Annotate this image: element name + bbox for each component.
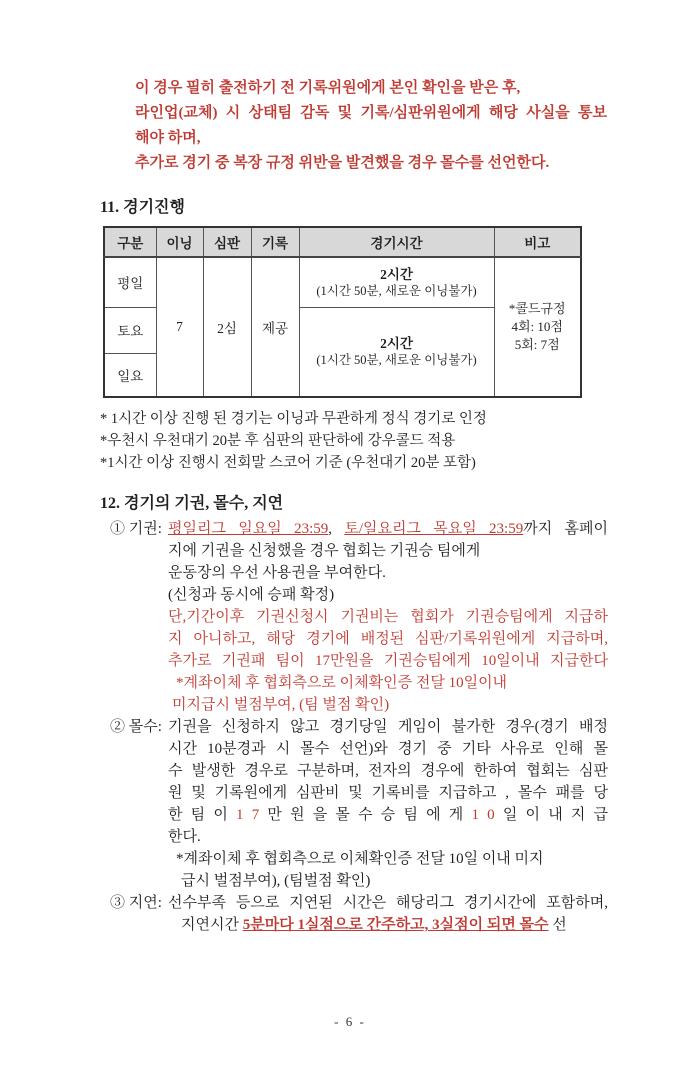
- item-head: [110, 892, 168, 936]
- delay-penalty-rule: 5분마다 1실점으로 간주하고, 3실점이 되면 몰수: [242, 917, 549, 933]
- table-row: [104, 257, 581, 307]
- intro-line: 라인업(교체) 시 상태팀 감독 및 기록/심판위원에게 해당 사실을 통보: [135, 105, 607, 121]
- remark-line: 4회: 10점: [511, 319, 563, 334]
- time-title: 2시간: [380, 266, 413, 282]
- spaced-text: 한 팀 이: [168, 807, 228, 823]
- remark-line: *콜드규정: [508, 301, 566, 316]
- item-label: 몰수:: [128, 719, 162, 735]
- remark-line: 5회: 7점: [514, 337, 560, 352]
- item-forfeit: [110, 716, 700, 892]
- item-line: [168, 518, 608, 540]
- item-line: 시간 10분경과 시 몰수 선언)와 경기 중 기타 사유로 인해 몰: [168, 741, 608, 757]
- item-line: (신청과 동시에 승패 확정): [168, 587, 335, 603]
- fee-amount: 1 7: [236, 807, 260, 823]
- cell-umpire: 2심: [203, 257, 251, 397]
- item-line: 원 및 기록원에게 심판비 및 기록비를 지급하고 , 몰수 패를 당: [168, 785, 608, 801]
- item-line: 수 발생한 경우로 구분하며, 전자의 경우에 한하여 협회는 심판: [168, 763, 608, 779]
- cell-record: 제공: [251, 257, 299, 397]
- row-label-sunday: 일요: [104, 353, 156, 397]
- payment-days: 1 0: [471, 807, 495, 823]
- section12-heading: 12. 경기의 기권, 몰수, 지연: [100, 495, 284, 512]
- item-marker: ③: [110, 895, 126, 911]
- item-withdrawal: [110, 518, 700, 716]
- item-line: [168, 914, 608, 936]
- item-head: [110, 716, 168, 892]
- item-marker: ②: [110, 719, 126, 735]
- item-marker: ①: [110, 521, 126, 537]
- item-label: 지연:: [128, 895, 162, 911]
- cell-remark: [494, 257, 581, 397]
- spaced-text: 일 이 내 지 급: [502, 807, 609, 823]
- item-line: 지에 기권을 신청했을 경우 협회는 기권승 팀에게: [168, 543, 481, 559]
- item-head: [110, 518, 168, 716]
- item-line-red: *계좌이체 후 협회측으로 이체확인증 전달 10일이내: [176, 675, 508, 691]
- col-header-remark: 비고: [494, 227, 581, 257]
- spaced-text: 만 원 을 몰 수 승 팀 에 게: [267, 807, 464, 823]
- deadline-weekend-league: 토/일요리그 목요일 23:59: [344, 521, 524, 537]
- item-delay: [110, 892, 700, 936]
- item-line-red: 단,기간이후 기권신청시 기권비는 협회가 기권승팀에게 지급하: [168, 609, 608, 625]
- intro-line: 이 경우 필히 출전하기 전 기록위원에게 본인 확인을 받은 후,: [135, 80, 521, 96]
- col-header-gubun: 구분: [104, 227, 156, 257]
- item-line: 운동장의 우선 사용권을 부여한다.: [168, 565, 386, 581]
- row-label-saturday: 토요: [104, 307, 156, 353]
- cell-time-weekend: [299, 307, 494, 397]
- page-number: - 6 -: [334, 1014, 366, 1029]
- intro-red-paragraph: [135, 76, 607, 176]
- item-line: 한다.: [168, 829, 201, 845]
- table-notes: [100, 408, 700, 474]
- time-sub: (1시간 50분, 새로운 이닝불가): [316, 353, 477, 368]
- item-line: *계좌이체 후 협회측으로 이체확인증 전달 10일 이내 미지: [176, 851, 544, 867]
- note-line: * 1시간 이상 진행 된 경기는 이닝과 무관하게 정식 경기로 인정: [100, 411, 487, 427]
- item-line: 급시 벌점부여), (팀벌점 확인): [181, 873, 371, 889]
- item-line-red: 추가로 기권패 팀이 17만원을 기권승팀에게 10일이내 지급한다: [168, 653, 608, 669]
- line-tail: 까지 홈페이: [523, 521, 609, 537]
- time-sub: (1시간 50분, 새로운 이닝불가): [316, 283, 477, 298]
- deadline-weekday-league: 평일리그 일요일 23:59: [168, 521, 329, 537]
- item-line: 선수부족 등으로 지연된 시간은 해당리그 경기시간에 포함하며,: [168, 895, 608, 911]
- intro-line: 추가로 경기 중 복장 규정 위반을 발견했을 경우 몰수를 선언한다.: [135, 155, 550, 171]
- item-line: 기권을 신청하지 않고 경기당일 게임이 불가한 경우(경기 배정: [168, 719, 608, 735]
- item-body: [168, 892, 608, 936]
- section11-heading: 11. 경기진행: [100, 199, 185, 216]
- game-schedule-table: [103, 226, 582, 398]
- col-header-gametime: 경기시간: [299, 227, 494, 257]
- col-header-umpire: 심판: [203, 227, 251, 257]
- item-body: [168, 518, 608, 716]
- note-line: *우천시 우천대기 20분 후 심판의 판단하에 강우콜드 적용: [100, 433, 456, 449]
- item-line-red: 미지급시 벌점부여, (팀 벌점 확인): [172, 697, 390, 713]
- row-label-weekday: 평일: [104, 257, 156, 307]
- item-line-red: 지 아니하고, 해당 경기에 배정된 심판/기록위원에게 지급하며,: [168, 631, 608, 647]
- cell-inning: 7: [156, 257, 203, 397]
- intro-line: 해야 하며,: [135, 130, 201, 146]
- item-line-spaced: [168, 804, 608, 826]
- line-tail: 선: [548, 917, 567, 933]
- col-header-record: 기록: [251, 227, 299, 257]
- time-title: 2시간: [380, 336, 413, 352]
- line-prefix: 지연시간: [181, 917, 243, 933]
- col-header-inning: 이닝: [156, 227, 203, 257]
- separator: ,: [328, 521, 345, 537]
- note-line: *1시간 이상 진행시 전회말 스코어 기준 (우천대기 20분 포함): [100, 455, 476, 471]
- cell-time-weekday: [299, 257, 494, 307]
- item-body: [168, 716, 608, 892]
- item-label: 기권:: [128, 521, 162, 537]
- table-header-row: [104, 227, 581, 257]
